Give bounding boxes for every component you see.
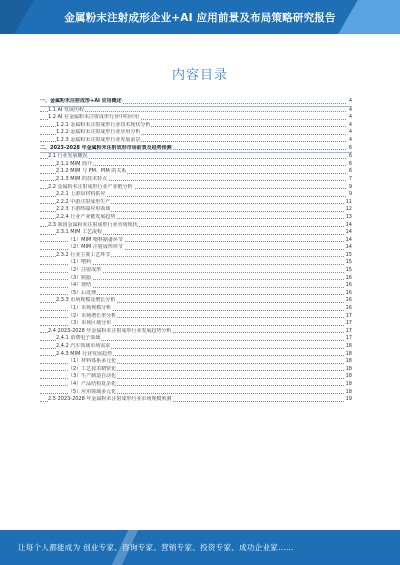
toc-entry-title: 2.3.2 行业主要工艺环节 [56, 251, 111, 258]
toc-entry-title: （5）应用领域多元化 [68, 388, 117, 395]
toc-entry-page: 4 [348, 121, 352, 128]
toc-entry-page: 12 [345, 206, 352, 213]
page-footer [0, 530, 400, 565]
toc-entry-page: 18 [345, 380, 352, 387]
toc-heading: 内容目录 [171, 68, 228, 83]
toc-entry-page: 6 [348, 144, 352, 151]
toc-entry-title: （2）工艺技术精密化 [68, 365, 117, 372]
toc-entry-page: 18 [345, 350, 352, 357]
toc-entry-title: 2.4.1 消费电子领域 [56, 335, 101, 342]
toc-entry-title: （2）市场增长率分析 [68, 312, 117, 319]
toc-entry-title: （1）喂料 [68, 259, 92, 266]
toc-entry-title: 2.1 行业发展概况 [48, 153, 88, 160]
toc-entry[interactable] [40, 389, 352, 397]
toc-entry[interactable] [40, 98, 352, 107]
toc-entry[interactable] [40, 313, 352, 321]
toc-entry-title: 2.2.1 上游原材料供应 [56, 191, 106, 198]
toc-entry[interactable] [40, 335, 352, 343]
table-of-contents [40, 98, 352, 404]
toc-entry[interactable] [40, 343, 352, 351]
toc-entry-title: 2.1.2 MIM 与 PM、PIM 的关系 [56, 168, 127, 175]
toc-entry[interactable] [40, 297, 352, 305]
toc-entry[interactable] [40, 328, 352, 336]
toc-entry-page: 9 [348, 183, 352, 190]
toc-entry-page: 14 [345, 221, 352, 228]
toc-entry-page: 4 [348, 98, 352, 104]
toc-entry-page: 14 [345, 236, 352, 243]
report-header [0, 0, 400, 34]
toc-entry-page: 4 [348, 136, 352, 143]
toc-entry-page: 15 [345, 267, 352, 274]
toc-entry-title: 二、2023-2028 年金属粉末注射成形市场前景及趋势预测 [40, 144, 172, 151]
toc-entry-title: 2.1.1 MIM 简介 [56, 160, 93, 167]
toc-entry[interactable] [40, 191, 352, 199]
toc-entry[interactable] [40, 259, 352, 267]
toc-entry[interactable] [40, 381, 352, 389]
toc-entry-page: 6 [348, 168, 352, 175]
toc-entry-page: 15 [345, 251, 352, 258]
toc-entry[interactable] [40, 122, 352, 130]
toc-entry-title: （2）MIM 注射成形环节 [68, 244, 123, 251]
toc-entry-page: 16 [345, 289, 352, 296]
toc-entry-page: 9 [348, 191, 352, 198]
toc-entry[interactable] [40, 267, 352, 275]
toc-entry[interactable] [40, 305, 352, 313]
toc-entry-title: （5）后处理 [68, 289, 97, 296]
toc-entry-page: 16 [345, 274, 352, 281]
toc-leader-dots [40, 111, 346, 112]
toc-entry-title: （4）烧结 [68, 282, 92, 289]
toc-entry-title: （3）生产制造自动化 [68, 373, 117, 380]
toc-entry[interactable] [40, 252, 352, 260]
toc-entry-page: 18 [345, 343, 352, 349]
toc-entry-title: （3）市场区域分布 [68, 320, 112, 327]
toc-entry-page: 6 [348, 153, 352, 160]
toc-entry-title: （1）MIM 喂料制备环节 [68, 236, 123, 243]
toc-entry[interactable] [40, 145, 352, 154]
toc-entry-page: 17 [345, 327, 352, 334]
toc-entry[interactable] [40, 320, 352, 328]
toc-entry-page: 18 [345, 373, 352, 380]
footer-slogan: 让每个人都能成为 创业专家、咨询专家、营销专家、投资专家、成功企业家…… [18, 543, 294, 552]
toc-entry[interactable] [40, 129, 352, 137]
toc-entry[interactable] [40, 199, 352, 207]
toc-entry[interactable] [40, 114, 352, 122]
toc-entry-title: 2.4 2023-2028 年金属粉末注射成形行业发展趋势分析 [48, 327, 172, 334]
toc-entry-page: 19 [345, 396, 352, 403]
toc-entry[interactable] [40, 373, 352, 381]
toc-entry[interactable] [40, 229, 352, 237]
toc-entry[interactable] [40, 244, 352, 252]
toc-entry[interactable] [40, 222, 352, 230]
toc-entry-title: 1.2.3 金属粉末注射成形行业发展前景 [56, 136, 141, 143]
toc-entry-title: （1）材料体系多元化 [68, 358, 117, 365]
toc-entry-title: 1.2.1 金属粉末注射成形行业技术现状分析 [56, 121, 151, 128]
toc-entry-title: 2.4.3 MIM 行业发展趋势 [56, 350, 113, 357]
toc-entry-title: （4）产品结构复杂化 [68, 380, 117, 387]
toc-entry-title: 2.3.1 MIM 工艺流程 [56, 229, 103, 236]
toc-entry[interactable] [40, 168, 352, 176]
toc-entry[interactable] [40, 237, 352, 245]
toc-entry-page: 16 [345, 282, 352, 289]
toc-entry-page: 17 [345, 312, 352, 319]
toc-entry[interactable] [40, 275, 352, 283]
toc-entry-page: 17 [345, 335, 352, 342]
toc-entry-page: 16 [345, 305, 352, 312]
toc-entry-title: 2.3 我国金属粉末注射成形行业市场现状 [48, 221, 138, 228]
toc-entry-page: 18 [345, 358, 352, 365]
toc-entry[interactable] [40, 214, 352, 222]
toc-entry[interactable] [40, 107, 352, 115]
toc-entry-page: 14 [345, 229, 352, 236]
toc-entry-title: 2.5 2023-2028 年金属粉末注射成形行业市场规模预测 [48, 396, 172, 403]
toc-entry-page: 4 [348, 106, 352, 113]
toc-entry-page: 17 [345, 320, 352, 327]
toc-entry-title: 1.2 AI 在金属粉末注射成形行业中的应用 [48, 114, 140, 121]
toc-entry[interactable] [40, 206, 352, 214]
toc-entry-title: （3）脱脂 [68, 274, 92, 281]
toc-entry-page: 18 [345, 365, 352, 372]
toc-entry-title: 1.1 AI 发展历程 [48, 106, 85, 113]
toc-entry-page: 6 [348, 160, 352, 167]
toc-entry-title: 2.4.2 汽车领域市场需求 [56, 343, 111, 349]
toc-entry-title: 1.2.2 金属粉末注射成形行业应用分析 [56, 129, 141, 136]
toc-entry[interactable] [40, 137, 352, 145]
toc-entry[interactable] [40, 184, 352, 192]
toc-entry-title: 2.2.2 中游注射成形生产 [56, 198, 111, 205]
toc-entry-page: 13 [345, 213, 352, 220]
toc-entry[interactable] [40, 396, 352, 404]
toc-entry-title: （1）市场规模分析 [68, 305, 112, 312]
toc-entry[interactable] [40, 290, 352, 298]
toc-entry-page: 4 [348, 129, 352, 136]
toc-entry-title: 2.2 金属粉末注射成形行业产业链分析 [48, 183, 133, 190]
toc-entry-title: （2）注射成形 [68, 267, 102, 274]
toc-entry-title: 2.2.3 下游终端应用领域 [56, 206, 111, 213]
toc-entry-page: 18 [345, 388, 352, 395]
toc-entry-page: 11 [345, 198, 352, 205]
toc-entry-page: 16 [345, 297, 352, 304]
toc-entry-title: 2.1.3 MIM 的技术特点 [56, 175, 108, 182]
toc-entry-title: 2.2.4 行业产业链发展趋势 [56, 213, 116, 220]
toc-entry-page: 14 [345, 244, 352, 251]
report-title: 金属粉末注射成形企业+AI 应用前景及布局策略研究报告 [64, 12, 336, 24]
toc-entry[interactable] [40, 358, 352, 366]
toc-entry[interactable] [40, 282, 352, 290]
toc-entry[interactable] [40, 351, 352, 359]
toc-entry[interactable] [40, 161, 352, 169]
toc-entry-page: 15 [345, 259, 352, 266]
toc-entry-title: 2.3.3 市场规模及增长分析 [56, 297, 116, 304]
toc-entry[interactable] [40, 153, 352, 161]
toc-entry[interactable] [40, 366, 352, 374]
toc-entry[interactable] [40, 176, 352, 184]
toc-entry-page: 7 [348, 175, 352, 182]
toc-entry-title: 一、金属粉末注射成形+AI 应用概述 [40, 98, 122, 104]
toc-entry-page: 4 [348, 114, 352, 121]
